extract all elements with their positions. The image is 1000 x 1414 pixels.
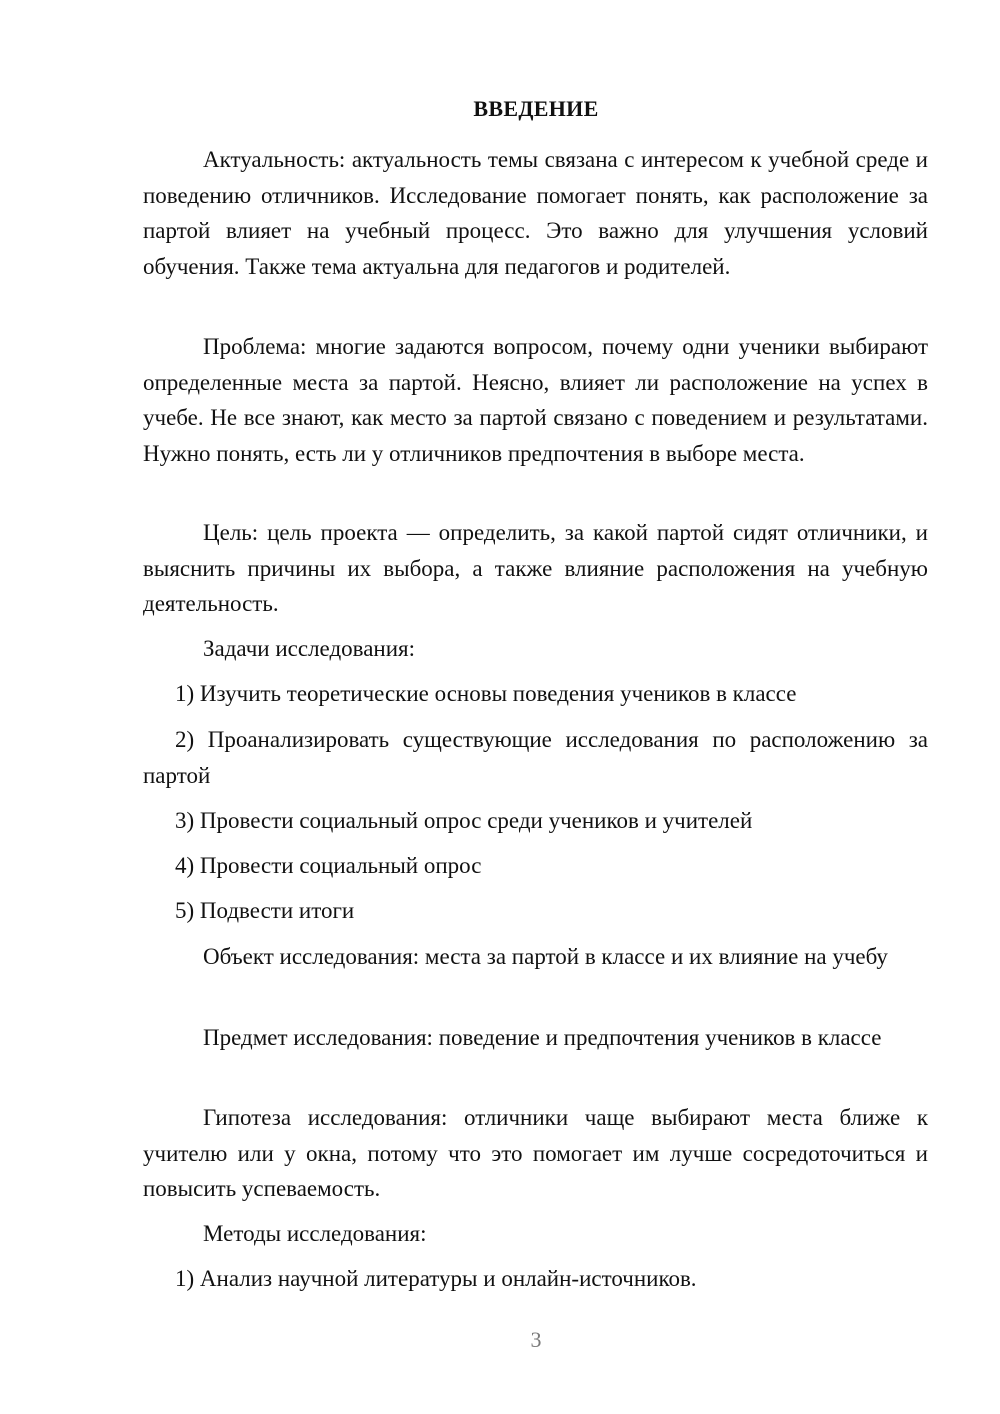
page-number: 3 (530, 1327, 542, 1352)
relevance-paragraph: Актуальность: актуальность темы связана с интересом к учебной среде и поведению отличников. Исследование помогает понять, как расположение за партой влияет на учебный процесс. Это важно для улучшения условий обучения. Также тема актуальна для педагогов и родителей. (143, 147, 928, 279)
task-item-4: 4) Провести социальный опрос (175, 853, 482, 878)
task-item-1: 1) Изучить теоретические основы поведения учеников в классе (175, 681, 797, 706)
task-item-3: 3) Провести социальный опрос среди учеников и учителей (175, 808, 753, 833)
goal-paragraph: Цель: цель проекта — определить, за какой партой сидят отличники, и выяснить причины их выбора, а также влияние расположения на учебную деятельность. (143, 520, 928, 616)
object-paragraph: Объект исследования: места за партой в классе и их влияние на учебу (203, 944, 888, 969)
task-item-5: 5) Подвести итоги (175, 898, 355, 923)
section-heading: ВВЕДЕНИЕ (473, 96, 599, 121)
method-item-1: 1) Анализ научной литературы и онлайн-источников. (175, 1266, 697, 1291)
tasks-title: Задачи исследования: (203, 636, 416, 661)
subject-paragraph: Предмет исследования: поведение и предпочтения учеников в классе (203, 1025, 882, 1050)
methods-title: Методы исследования: (203, 1221, 427, 1246)
hypothesis-paragraph: Гипотеза исследования: отличники чаще выбирают места ближе к учителю или у окна, потому что это помогает им лучше сосредоточиться и повысить успеваемость. (143, 1105, 928, 1201)
task-item-2: 2) Проанализировать существующие исследования по расположению за партой (143, 727, 928, 788)
problem-paragraph: Проблема: многие задаются вопросом, почему одни ученики выбирают определенные места за партой. Неясно, влияет ли расположение на успех в учебе. Не все знают, как место за партой связано с поведением и результатами. Нужно понять, есть ли у отличников предпочтения в выборе места. (143, 334, 928, 466)
